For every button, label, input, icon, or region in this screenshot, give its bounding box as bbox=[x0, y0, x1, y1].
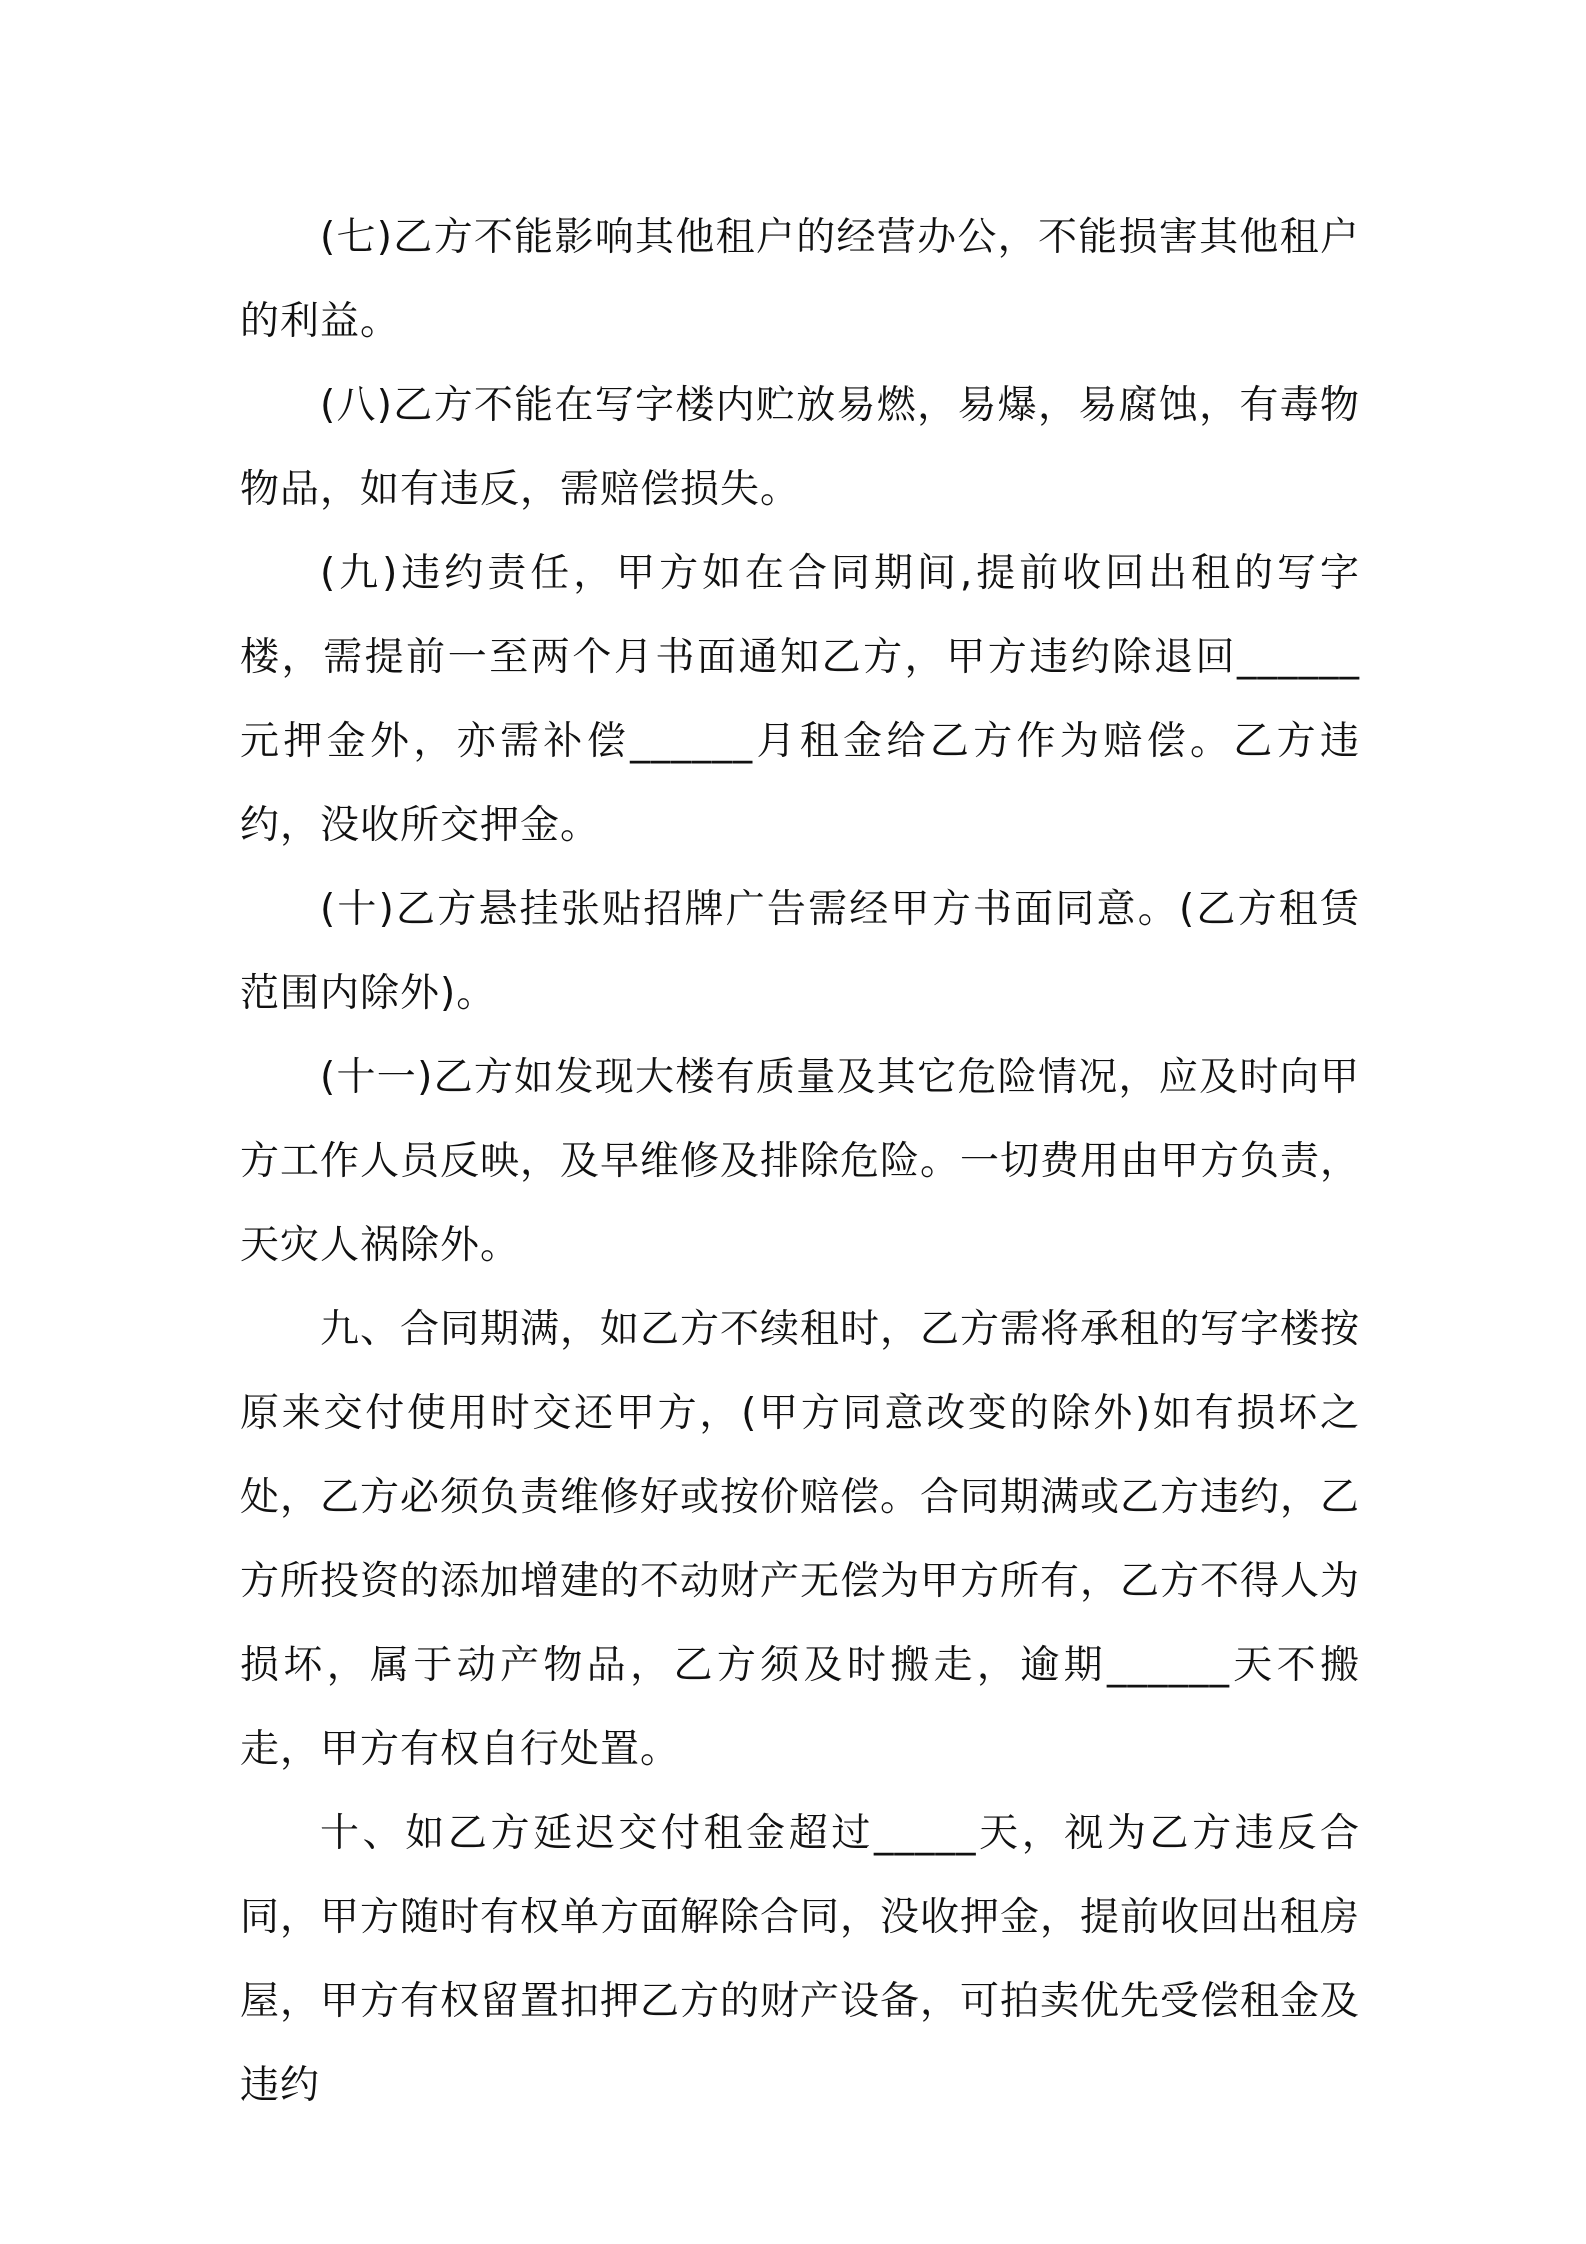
clause-10-signage-paragraph: (十)乙方悬挂张贴招牌广告需经甲方书面同意。(乙方租赁范围内除外)。 bbox=[240, 887, 1360, 1016]
clause-9-breach-paragraph: (九)违约责任，甲方如在合同期间,提前收回出租的写字楼，需提前一至两个月书面通知乙方，甲方违约除退回______元押金外，亦需补偿______月租金给乙方作为赔偿。乙方违约，没收所交押金。 bbox=[240, 551, 1360, 848]
clause-7-paragraph: (七)乙方不能影响其他租户的经营办公，不能损害其他租户的利益。 bbox=[240, 215, 1360, 344]
document-body bbox=[240, 196, 1360, 2128]
clause-8-paragraph: (八)乙方不能在写字楼内贮放易燃，易爆，易腐蚀，有毒物物品，如有违反，需赔偿损失。 bbox=[240, 383, 1360, 512]
section-10-late-rent-paragraph: 十、如乙方延迟交付租金超过_____天，视为乙方违反合同，甲方随时有权单方面解除合同，没收押金，提前收回出租房屋，甲方有权留置扣押乙方的财产设备，可拍卖优先受偿租金及违约 bbox=[240, 1811, 1361, 2108]
clause-11-hazard-paragraph: (十一)乙方如发现大楼有质量及其它危险情况，应及时向甲方工作人员反映，及早维修及排除危险。一切费用由甲方负责，天灾人祸除外。 bbox=[240, 1055, 1361, 1268]
section-9-expiry-paragraph: 九、合同期满，如乙方不续租时，乙方需将承租的写字楼按原来交付使用时交还甲方，(甲方同意改变的除外)如有损坏之处，乙方必须负责维修好或按价赔偿。合同期满或乙方违约，乙方所投资的添加增建的不动财产无偿为甲方所有，乙方不得人为损坏，属于动产物品，乙方须及时搬走，逾期______天不搬走，甲方有权自行处置。 bbox=[240, 1307, 1361, 1772]
